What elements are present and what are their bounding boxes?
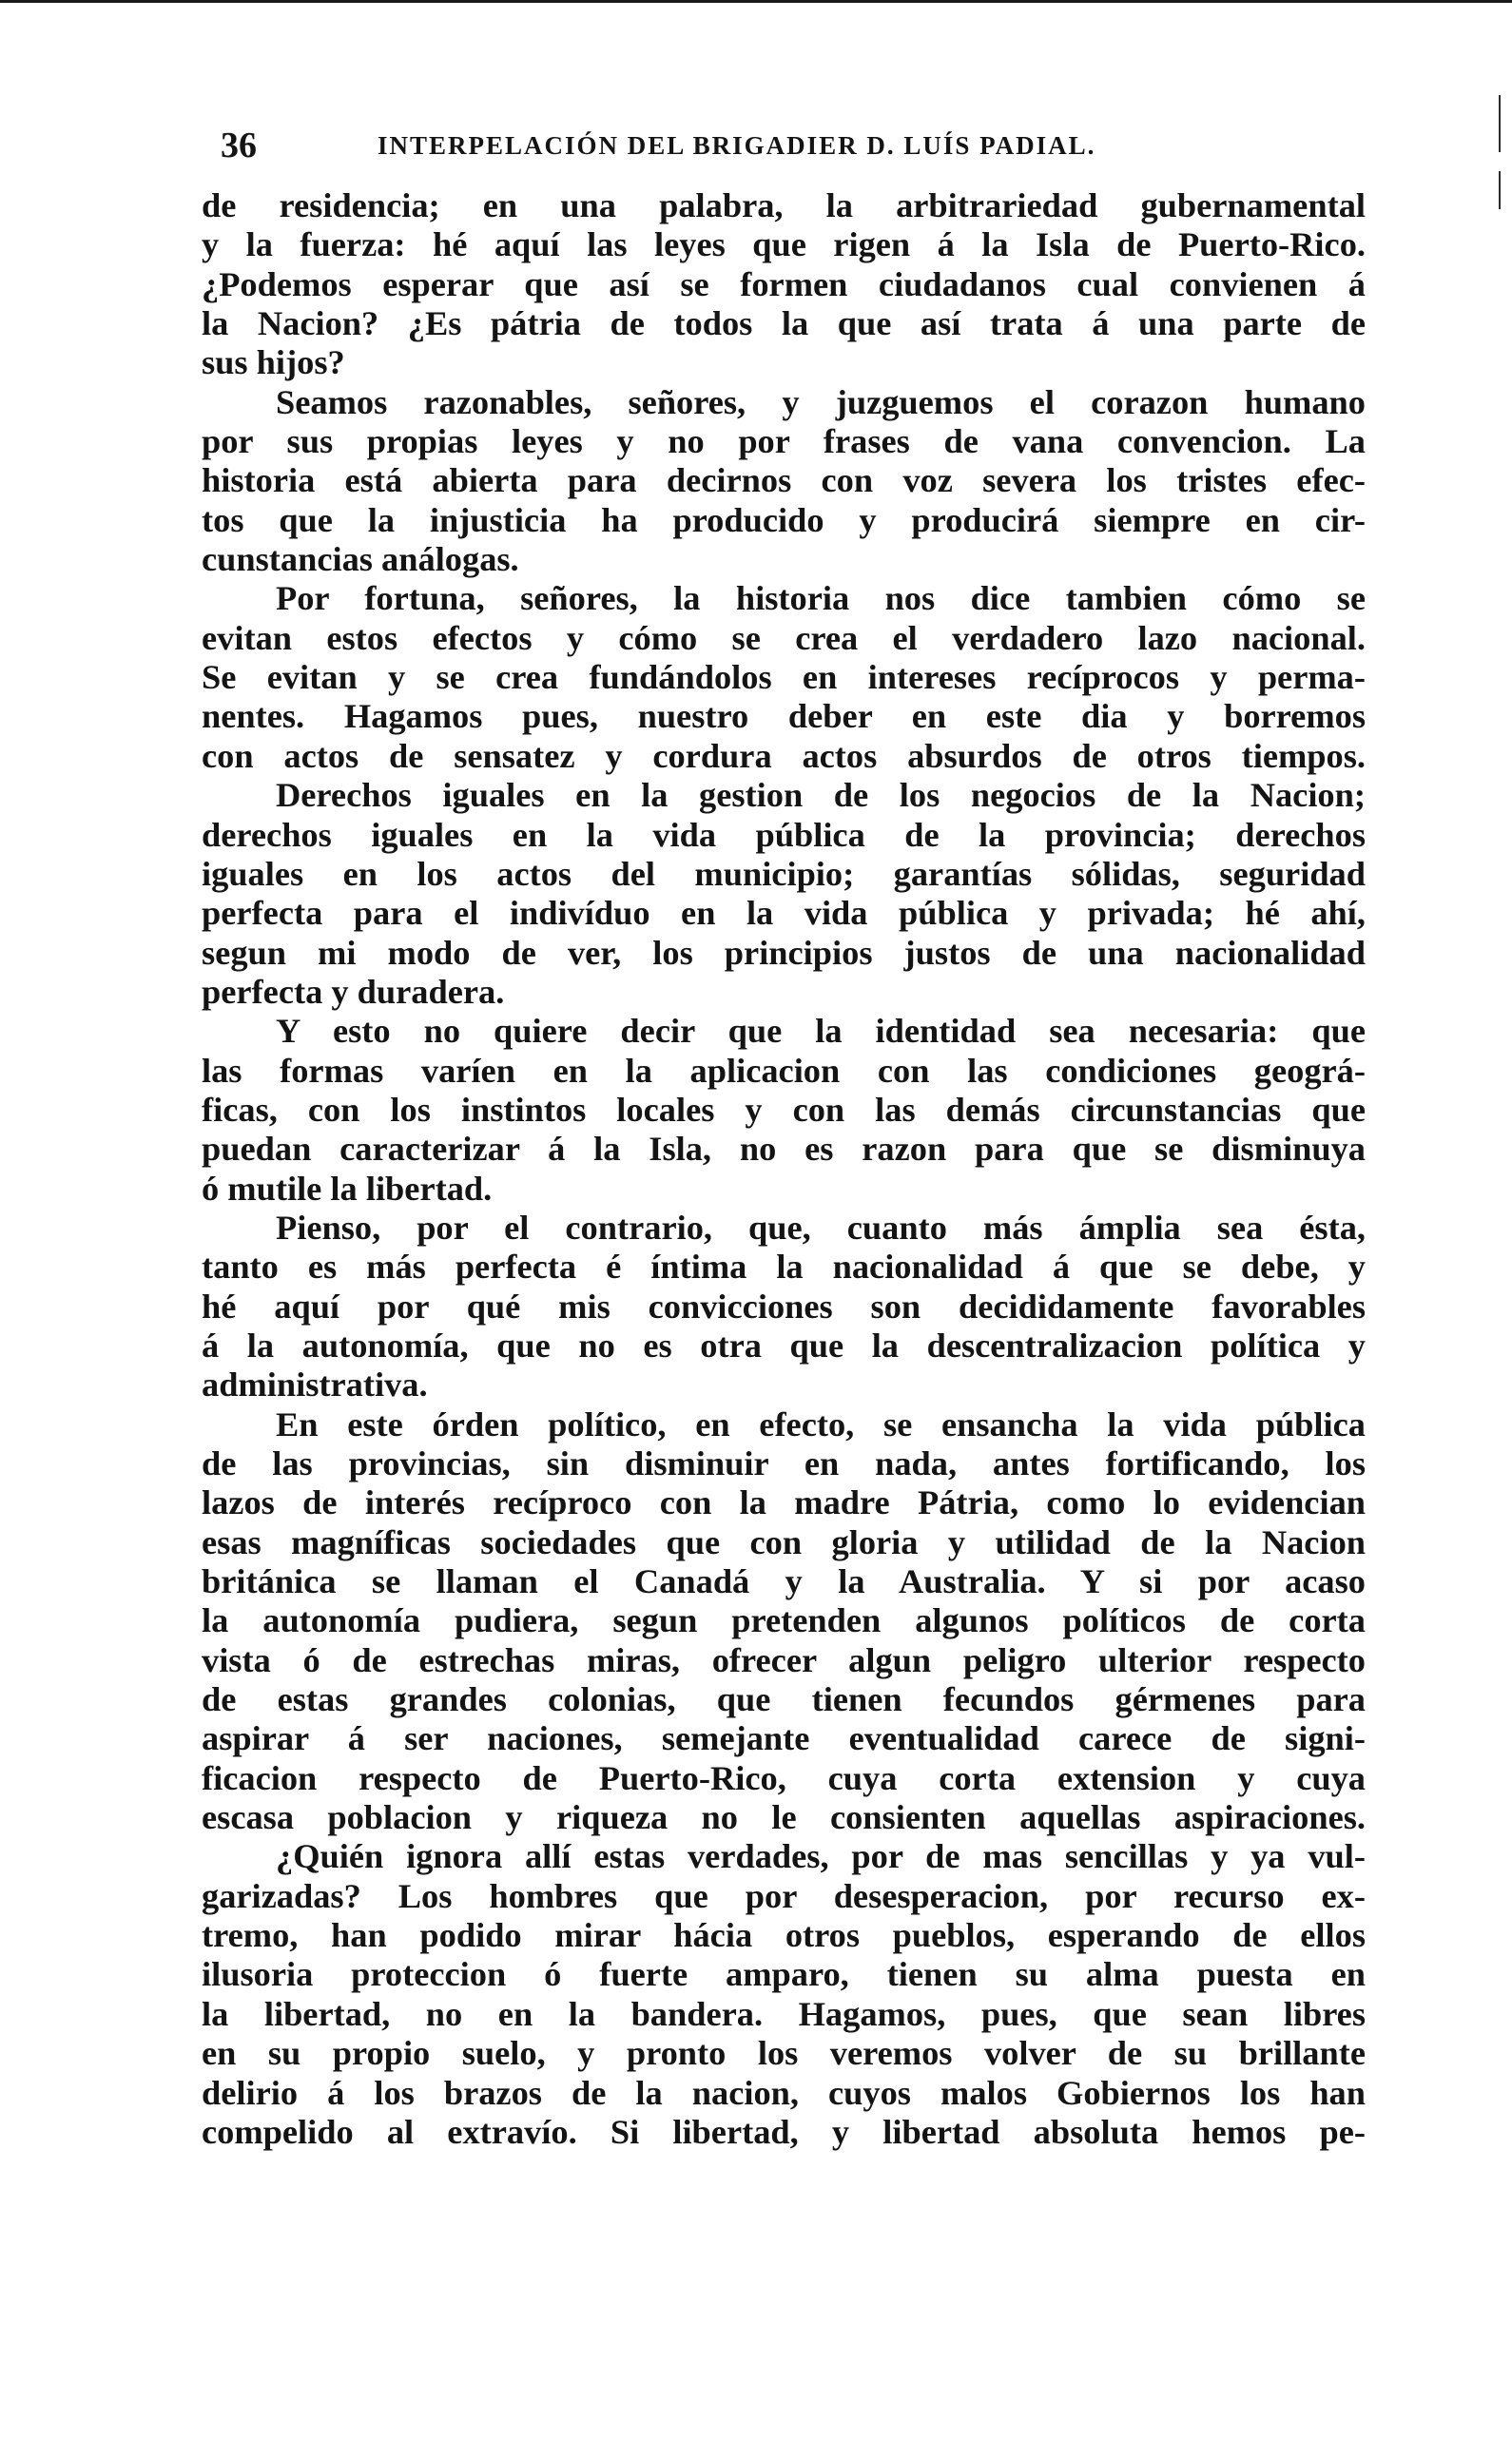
text-line: derechos iguales en la vida pública de la provincia; derechos bbox=[202, 815, 1366, 854]
body-text bbox=[202, 186, 1366, 2152]
text-line: compelido al extravío. Si libertad, y libertad absoluta hemos pe- bbox=[202, 2112, 1366, 2151]
text-line: Se evitan y se crea fundándolos en intereses recíprocos y perma- bbox=[202, 658, 1366, 697]
text-line: de residencia; en una palabra, la arbitrariedad gubernamental bbox=[202, 186, 1366, 224]
text-line: con actos de sensatez y cordura actos absurdos de otros tiempos. bbox=[202, 736, 1366, 775]
top-border-rule bbox=[0, 0, 1512, 3]
text-line: ilusoria proteccion ó fuerte amparo, tienen su alma puesta en bbox=[202, 1955, 1366, 1994]
page-edge-mark bbox=[1499, 171, 1501, 209]
paragraph-start-line: En este órden político, en efecto, se ensancha la vida pública bbox=[276, 1405, 1366, 1443]
text-line: ficas, con los instintos locales y con las demás circunstancias que bbox=[202, 1090, 1366, 1129]
text-line: y la fuerza: hé aquí las leyes que rigen á la Isla de Puerto-Rico. bbox=[202, 225, 1366, 264]
text-line: lazos de interés recíproco con la madre Pátria, como lo evidencian bbox=[202, 1483, 1366, 1522]
text-line: tremo, han podido mirar hácia otros pueblos, esperando de ellos bbox=[202, 1916, 1366, 1955]
text-line: ó mutile la libertad. bbox=[202, 1169, 493, 1208]
text-line: británica se llaman el Canadá y la Australia. Y si por acaso bbox=[202, 1562, 1366, 1601]
paragraph-start-line: ¿Quién ignora allí estas verdades, por de mas sencillas y ya vul- bbox=[276, 1837, 1366, 1876]
text-line: ¿Podemos esperar que así se formen ciudadanos cual convienen á bbox=[202, 264, 1366, 303]
text-line: las formas varíen en la aplicacion con las condiciones geográ- bbox=[202, 1051, 1366, 1090]
text-line: hé aquí por qué mis convicciones son decididamente favorables bbox=[202, 1287, 1366, 1326]
text-line: nentes. Hagamos pues, nuestro deber en este dia y borremos bbox=[202, 697, 1366, 736]
text-line: ficacion respecto de Puerto-Rico, cuya corta extension y cuya bbox=[202, 1758, 1366, 1797]
text-line: perfecta y duradera. bbox=[202, 972, 505, 1011]
text-line: delirio á los brazos de la nacion, cuyos malos Gobiernos los han bbox=[202, 2073, 1366, 2112]
text-line: en su propio suelo, y pronto los veremos volver de su brillante bbox=[202, 2034, 1366, 2073]
text-line: tos que la injusticia ha producido y producirá siempre en cir- bbox=[202, 500, 1366, 539]
page-header bbox=[221, 122, 1371, 169]
text-line: garizadas? Los hombres que por desesperacion, por recurso ex- bbox=[202, 1876, 1366, 1915]
text-line: iguales en los actos del municipio; garantías sólidas, seguridad bbox=[202, 854, 1366, 893]
paragraph-start-line: Y esto no quiere decir que la identidad sea necesaria: que bbox=[276, 1012, 1366, 1051]
page-number: 36 bbox=[221, 126, 257, 165]
text-line: de estas grandes colonias, que tienen fecundos gérmenes para bbox=[202, 1680, 1366, 1719]
paragraph-start-line: Por fortuna, señores, la historia nos dice tambien cómo se bbox=[276, 579, 1366, 618]
text-line: la libertad, no en la bandera. Hagamos, pues, que sean libres bbox=[202, 1994, 1366, 2033]
text-line: historia está abierta para decirnos con voz severa los tristes efec- bbox=[202, 461, 1366, 500]
text-line: aspirar á ser naciones, semejante eventualidad carece de signi- bbox=[202, 1719, 1366, 1758]
text-line: á la autonomía, que no es otra que la descentralizacion política y bbox=[202, 1326, 1366, 1365]
text-line: vista ó de estrechas miras, ofrecer algun peligro ulterior respecto bbox=[202, 1640, 1366, 1679]
text-line: segun mi modo de ver, los principios justos de una nacionalidad bbox=[202, 933, 1366, 972]
text-line: de las provincias, sin disminuir en nada, antes fortificando, los bbox=[202, 1444, 1366, 1482]
text-line: tanto es más perfecta é íntima la nacionalidad á que se debe, y bbox=[202, 1248, 1366, 1287]
text-line: por sus propias leyes y no por frases de vana convencion. La bbox=[202, 422, 1366, 461]
text-line: cunstancias análogas. bbox=[202, 540, 519, 579]
paragraph-start-line: Seamos razonables, señores, y juzguemos el corazon humano bbox=[276, 382, 1366, 421]
paragraph-start-line: Derechos iguales en la gestion de los negocios de la Nacion; bbox=[276, 776, 1366, 815]
text-line: evitan estos efectos y cómo se crea el verdadero lazo nacional. bbox=[202, 618, 1366, 657]
text-line: la Nacion? ¿Es pátria de todos la que así trata á una parte de bbox=[202, 304, 1366, 343]
text-line: puedan caracterizar á la Isla, no es razon para que se disminuya bbox=[202, 1130, 1366, 1169]
text-line: administrativa. bbox=[202, 1366, 428, 1405]
text-line: la autonomía pudiera, segun pretenden algunos políticos de corta bbox=[202, 1601, 1366, 1640]
text-line: esas magníficas sociedades que con gloria y utilidad de la Nacion bbox=[202, 1522, 1366, 1561]
page-edge-mark bbox=[1499, 95, 1501, 152]
text-line: perfecta para el indivíduo en la vida pública y privada; hé ahí, bbox=[202, 894, 1366, 933]
text-line: escasa poblacion y riqueza no le consienten aquellas aspiraciones. bbox=[202, 1798, 1366, 1837]
running-title: INTERPELACIÓN DEL BRIGADIER D. LUÍS PADIAL. bbox=[378, 131, 1096, 160]
paragraph-start-line: Pienso, por el contrario, que, cuanto más ámplia sea ésta, bbox=[276, 1208, 1366, 1247]
text-line: sus hijos? bbox=[202, 343, 345, 382]
